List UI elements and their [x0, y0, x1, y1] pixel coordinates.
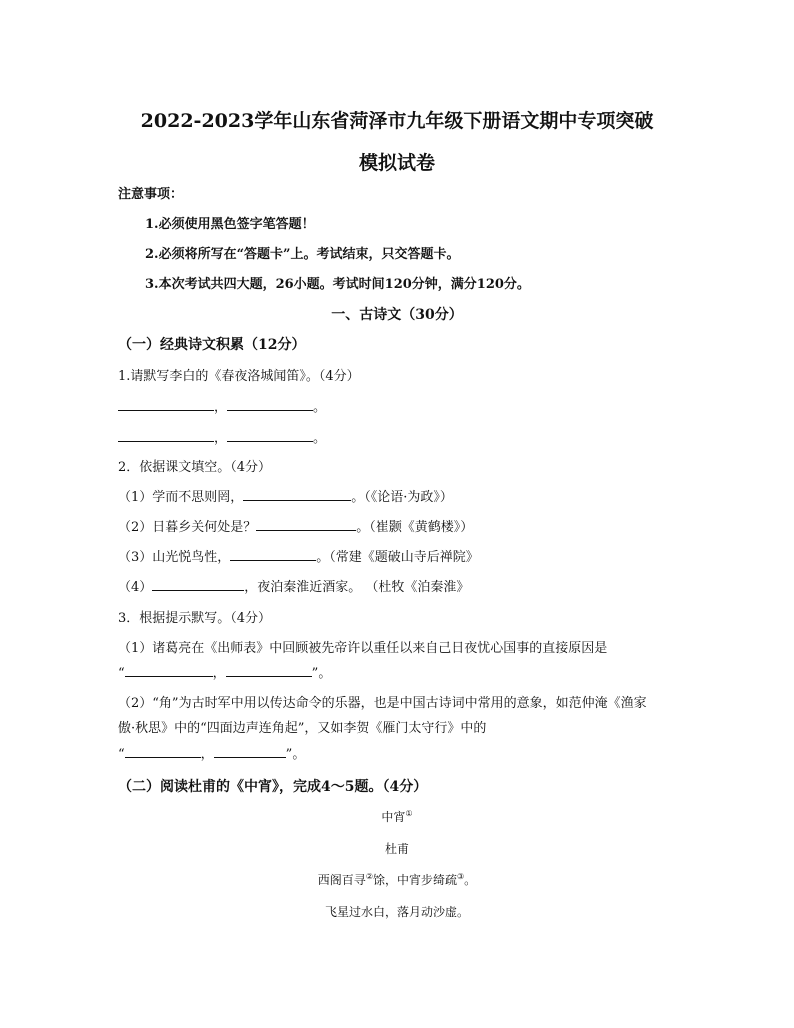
exam-title-line2: 模拟试卷 — [358, 152, 435, 174]
answer-blank[interactable] — [230, 548, 316, 561]
answer-blank[interactable] — [125, 745, 201, 758]
section-heading: 一、古诗文（30分） — [331, 307, 463, 323]
question-3-item-2-line-1: （2）“角”为古时军中用以传达命令的乐器，也是中国古诗词中常用的意象，如范仲淹《渔家 — [118, 696, 647, 711]
answer-blank[interactable] — [243, 488, 351, 501]
notes-heading: 注意事项： — [118, 187, 184, 202]
poem-line-2: 飞星过水白，落月动沙虚。 — [324, 905, 469, 919]
question-2-item-3: （3）山光悦鸟性， 。（常建《题破山寺后禅院》 — [118, 550, 479, 565]
answer-blank[interactable] — [152, 578, 244, 591]
poem-title: 中宵① — [381, 809, 413, 824]
subsection-1-heading: （一）经典诗文积累（12分） — [118, 337, 306, 353]
question-3-prompt: 3．根据提示默写。（4分） — [118, 611, 272, 626]
question-3-item-1-answer: “ ， ”。 — [118, 666, 332, 681]
question-3-item-1: （1）诸葛亮在《出师表》中回顾被先帝许以重任以来自己日夜忧心国事的直接原因是 — [118, 641, 608, 656]
question-1-answer-line-2: ， 。 — [118, 427, 326, 446]
answer-blank[interactable] — [256, 518, 356, 531]
answer-blank[interactable] — [227, 398, 313, 411]
question-1-prompt: 1.请默写李白的《春夜洛城闻笛》。（4分） — [118, 369, 360, 384]
question-3-item-2-line-2: 傲·秋思》中的“四面边声连角起”，又如李贺《雁门太守行》中的 — [118, 721, 487, 736]
answer-blank[interactable] — [118, 398, 214, 411]
exam-title-line1: 2022-2023学年山东省菏泽市九年级下册语文期中专项突破 — [140, 110, 654, 132]
question-2-item-1: （1）学而不思则罔， 。（《论语·为政》） — [118, 490, 453, 505]
answer-blank[interactable] — [125, 664, 213, 677]
question-3-item-2-answer: “ ， ”。 — [118, 747, 306, 762]
answer-blank[interactable] — [226, 664, 312, 677]
question-2-item-2: （2）日暮乡关何处是？ 。（崔颢《黄鹤楼》） — [118, 520, 474, 535]
question-2-prompt: 2．依据课文填空。（4分） — [118, 460, 272, 475]
question-2-item-4: （4） ，夜泊秦淮近酒家。 （杜牧《泊秦淮》 — [118, 580, 470, 595]
answer-blank[interactable] — [227, 429, 313, 442]
answer-blank[interactable] — [214, 745, 286, 758]
note-item-2: 2.必须将所写在“答题卡”上。考试结束，只交答题卡。 — [145, 247, 460, 262]
poem-line-1: 西阁百寻②馀，中宵步绮疏③。 — [317, 872, 477, 887]
answer-blank[interactable] — [118, 429, 214, 442]
subsection-2-heading: （二）阅读杜甫的《中宵》，完成4～5题。（4分） — [118, 779, 428, 795]
question-1-answer-line-1: ， 。 — [118, 396, 326, 415]
note-item-1: 1.必须使用黑色签字笔答题！ — [145, 217, 315, 232]
note-item-3: 3.本次考试共四大题，26小题。考试时间120分钟，满分120分。 — [145, 277, 530, 292]
poem-author: 杜甫 — [384, 842, 409, 856]
